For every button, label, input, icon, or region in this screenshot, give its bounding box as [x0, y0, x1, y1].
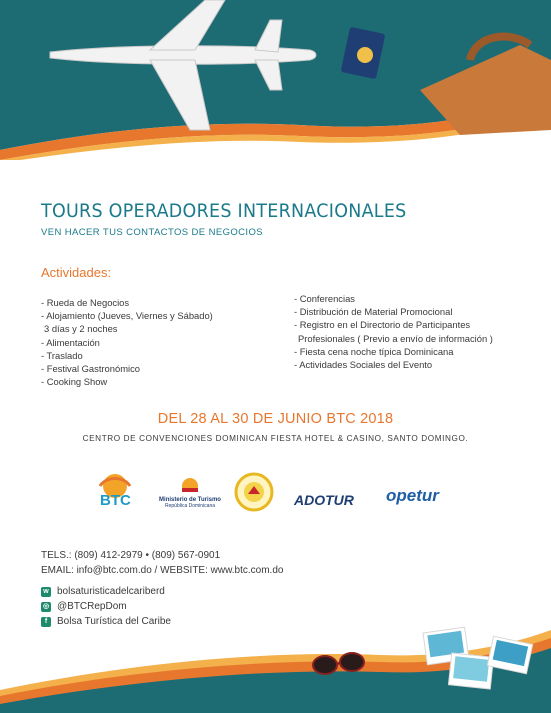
btc-logo-text: BTC — [100, 492, 131, 509]
facebook-icon: f — [41, 617, 51, 627]
contact-email-website: EMAIL: info@btc.com.do / WEBSITE: www.btc.com.do — [41, 565, 284, 576]
header-decoration — [0, 0, 551, 160]
list-item: - Cooking Show — [41, 376, 108, 388]
social-facebook-label: Bolsa Turística del Caribe — [57, 616, 171, 627]
logo-ministerio-turismo — [155, 474, 225, 514]
list-item: - Registro en el Directorio de Participantes — [294, 319, 471, 331]
logo-adotur: ADOTUR — [294, 492, 354, 508]
list-item: - Actividades Sociales del Evento — [294, 359, 433, 371]
page-title: TOURS OPERADORES INTERNACIONALES — [41, 200, 407, 222]
logo-asociacion-seal — [234, 472, 274, 517]
logo-opetur — [386, 486, 439, 506]
event-venue: CENTRO DE CONVENCIONES DOMINICAN FIESTA HOTEL & CASINO, SANTO DOMINGO. — [82, 434, 469, 443]
activities-right-list — [294, 292, 493, 371]
seal-icon — [234, 472, 274, 512]
list-item: Profesionales ( Previo a envío de información ) — [298, 332, 493, 344]
ministerio-line2: República Dominicana — [164, 503, 216, 509]
whatsapp-icon: w — [41, 587, 51, 597]
list-item: - Fiesta cena noche típica Dominicana — [294, 345, 454, 357]
list-item: - Rueda de Negocios — [41, 297, 130, 308]
footer-decoration — [0, 620, 551, 713]
social-whatsapp[interactable] — [41, 586, 165, 597]
list-item: 3 días y 2 noches — [44, 323, 118, 335]
instagram-icon: ◎ — [42, 602, 50, 610]
social-instagram[interactable] — [41, 601, 127, 612]
logo-btc — [88, 470, 142, 520]
sun-icon — [177, 474, 203, 492]
social-instagram-label: @BTCRepDom — [57, 601, 127, 612]
activities-heading: Actividades: — [41, 265, 112, 280]
list-item: - Alojamiento (Jueves, Viernes y Sábado) — [41, 310, 213, 322]
list-item: - Distribución de Material Promocional — [294, 306, 453, 318]
list-item: - Traslado — [41, 349, 83, 361]
activities-left-list — [41, 296, 213, 388]
event-dates: DEL 28 AL 30 DE JUNIO BTC 2018 — [157, 411, 394, 427]
social-whatsapp-label: bolsaturisticadelcariberd — [57, 586, 165, 597]
contact-phones: TELS.: (809) 412-2979 • (809) 567-0901 — [41, 550, 221, 561]
list-item: - Conferencias — [294, 293, 355, 304]
opetur-text: opetur — [386, 486, 439, 505]
ministerio-line1: Ministerio de Turismo — [159, 497, 221, 503]
list-item: - Festival Gastronómico — [41, 363, 140, 375]
page-subtitle: VEN HACER TUS CONTACTOS DE NEGOCIOS — [41, 227, 263, 238]
list-item: - Alimentación — [41, 336, 100, 348]
